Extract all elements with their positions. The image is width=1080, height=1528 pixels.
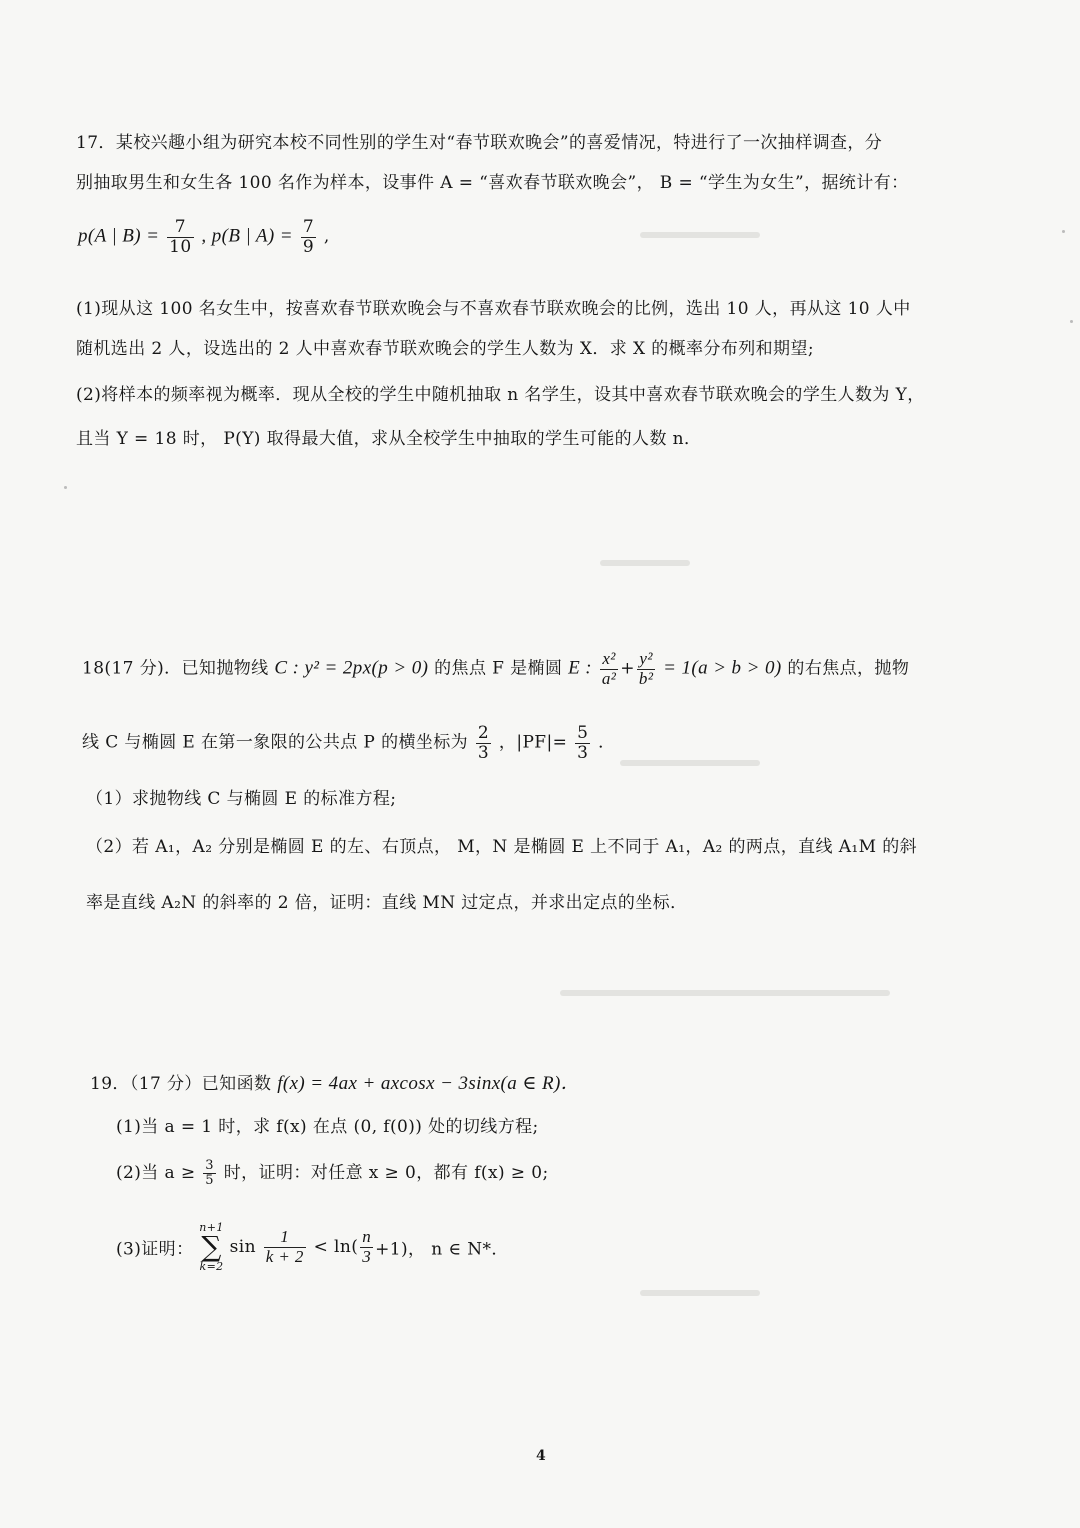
p-a-given-b: p(A | B) = — [78, 225, 160, 247]
summation-symbol: n+1 ∑ k=2 — [199, 1221, 224, 1273]
q19-part3: (3)证明： n+1 ∑ k=2 sin $\frac{1}{k + 2}$ < ln( $\frac{n}{3}$ +1)， n ∈ N*． — [116, 1221, 509, 1273]
scan-smudge — [640, 232, 760, 238]
q17-part2-line1: (2)将样本的频率视为概率．现从全校的学生中随机抽取 n 名学生，设其中喜欢春节联欢晚会的学生人数为 Y， — [76, 385, 925, 405]
q17-line2: 别抽取男生和女生各 100 名作为样本，设事件 A = “喜欢春节联欢晚会”， B = “学生为女生”，据统计有： — [76, 173, 909, 193]
q18-line1: 18(17 分)．已知抛物线 C : y² = 2px(p > 0) 的焦点 F 是椭圆 E : $\frac{\text{x²}}{\text{a²}}$ + $\frac{\text{y²}}{\text{b²}}$ = 1(a > b > 0) 的右焦点，抛物 — [82, 649, 910, 688]
fraction-3-5: $\frac{3}{5}$ — [205, 1157, 214, 1188]
q17-line1: 17．某校兴趣小组为研究本校不同性别的学生对“春节联欢晚会”的喜爱情况，特进行了一次抽样调查，分 — [76, 133, 883, 153]
parabola-equation: C : y² = 2px(p > 0) — [274, 657, 429, 679]
scan-smudge — [600, 560, 690, 566]
q17-part1-line2: 随机选出 2 人，设选出的 2 人中喜欢春节联欢晚会的学生人数为 X．求 X 的概率分布列和期望; — [76, 339, 814, 359]
q19-intro: 19．（17 分）已知函数 f(x) = 4ax + axcosx − 3sinx(a ∈ R)． — [90, 1073, 581, 1094]
fraction-n-3: $\frac{n}{3}$ — [362, 1226, 372, 1266]
fraction-2-3: $\frac{2}{3}$ — [477, 723, 490, 763]
fraction-5-3: $\frac{5}{3}$ — [577, 723, 589, 763]
q18-part2-line2: 率是直线 A₂N 的斜率的 2 倍，证明：直线 MN 过定点，并求出定点的坐标． — [86, 893, 688, 913]
q17-part2-line2: 且当 Y = 18 时， P(Y) 取得最大值，求从全校学生中抽取的学生可能的人数 n． — [76, 429, 702, 449]
scan-smudge — [620, 760, 760, 766]
scan-speck — [64, 486, 67, 489]
fraction-1-k-plus-2: $\frac{1}{k + 2}$ — [265, 1226, 304, 1266]
p-b-given-a: , p(B | A) = — [201, 225, 294, 247]
fraction-x2-a2: $\frac{\text{x²}}{\text{a²}}$ — [601, 649, 617, 688]
fraction-7-9: $\frac{7}{9}$ — [302, 217, 315, 257]
scan-speck — [1062, 230, 1065, 233]
q17-part1-line1: (1)现从这 100 名女生中，按喜欢春节联欢晚会与不喜欢春节联欢晚会的比例，选出 10 人，再从这 10 人中 — [76, 299, 911, 319]
scan-smudge — [640, 1290, 760, 1296]
scan-speck — [1070, 320, 1073, 323]
fraction-y2-b2: $\frac{\text{y²}}{\text{b²}}$ — [638, 649, 654, 688]
scan-smudge — [560, 990, 890, 996]
q18-part2-line1: （2）若 A₁，A₂ 分别是椭圆 E 的左、右顶点， M，N 是椭圆 E 上不同于 A₁，A₂ 的两点，直线 A₁M 的斜 — [86, 837, 918, 857]
q17-given-probabilities: p(A | B) = $\frac{7}{10}$ , p(B | A) = $\frac{7}{9}$ , — [78, 217, 330, 257]
fraction-7-10: $\frac{7}{10}$ — [169, 217, 192, 257]
q18-part1: （1）求抛物线 C 与椭圆 E 的标准方程; — [86, 789, 397, 809]
page-number: 4 — [536, 1448, 546, 1464]
q18-line2: 线 C 与椭圆 E 在第一象限的公共点 P 的横坐标为 $\frac{2}{3}$ ，|PF|= $\frac{5}{3}$ ． — [82, 723, 616, 763]
q19-part1: (1)当 a = 1 时，求 f(x) 在点 (0, f(0)) 处的切线方程; — [116, 1117, 539, 1137]
q19-part2: (2)当 a ≥ $\frac{3}{5}$ 时，证明：对任意 x ≥ 0，都有 f(x) ≥ 0; — [116, 1157, 549, 1188]
function-definition: f(x) = 4ax + axcosx − 3sinx(a ∈ R)． — [277, 1073, 581, 1094]
